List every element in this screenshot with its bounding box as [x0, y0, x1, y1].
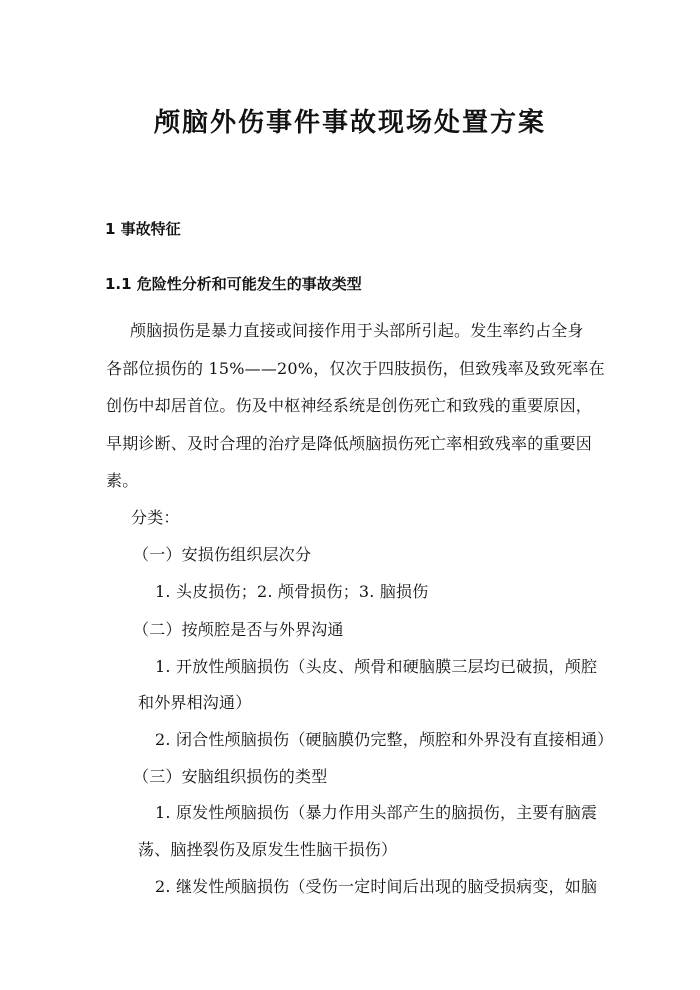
- category-heading-3: （三）安脑组织损伤的类型: [133, 767, 328, 786]
- paragraph-line: 各部位损伤的 15%——20%，仅次于四肢损伤，但致残率及致死率在: [106, 359, 605, 378]
- paragraph-line: 颅脑损伤是暴力直接或间接作用于头部所引起。发生率约占全身: [130, 321, 584, 340]
- paragraph-line: 素。: [106, 471, 139, 490]
- category-heading-2: （二）按颅腔是否与外界沟通: [133, 620, 344, 639]
- section-heading-1: 1 事故特征: [105, 220, 181, 238]
- category-heading-1: （一）安损伤组织层次分: [133, 545, 312, 564]
- category-item: 1. 开放性颅脑损伤（头皮、颅骨和硬脑膜三层均已破损，颅腔: [155, 657, 598, 676]
- category-item: 2. 继发性颅脑损伤（受伤一定时间后出现的脑受损病变，如脑: [155, 877, 598, 896]
- section-heading-1-1: 1.1 危险性分析和可能发生的事故类型: [105, 275, 362, 293]
- category-item: 1. 头皮损伤；2. 颅骨损伤；3. 脑损伤: [155, 582, 429, 601]
- category-item: 2. 闭合性颅脑损伤（硬脑膜仍完整，颅腔和外界没有直接相通）: [155, 730, 614, 749]
- category-item: 1. 原发性颅脑损伤（暴力作用头部产生的脑损伤，主要有脑震: [155, 803, 598, 822]
- document-title: 颅脑外伤事件事故现场处置方案: [153, 108, 546, 138]
- category-item-continued: 荡、脑挫裂伤及原发生性脑干损伤）: [138, 840, 398, 859]
- category-item-continued: 和外界相沟通）: [138, 693, 252, 712]
- paragraph-line: 创伤中却居首位。伤及中枢神经系统是创伤死亡和致残的重要原因，: [106, 396, 593, 415]
- classification-label: 分类：: [131, 508, 180, 527]
- paragraph-line: 早期诊断、及时合理的治疗是降低颅脑损伤死亡率相致残率的重要因: [106, 434, 593, 453]
